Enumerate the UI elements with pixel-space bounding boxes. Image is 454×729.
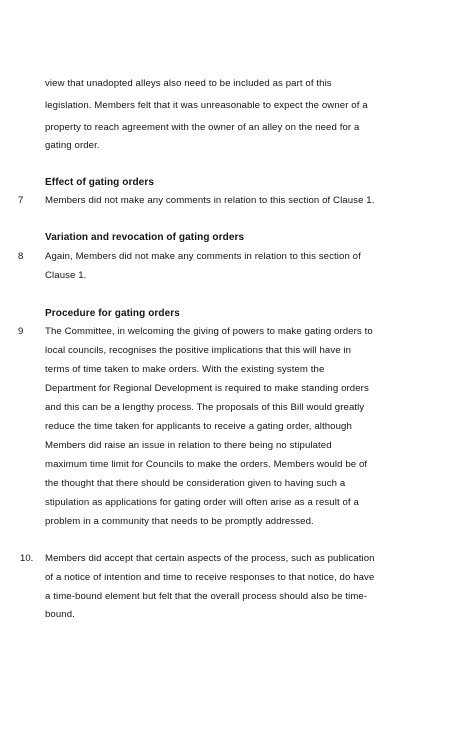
paragraph-10-line-2: of a notice of intention and time to receive responses to that notice, do have <box>45 572 375 583</box>
paragraph-9-line-9: the thought that there should be consideration given to having such a <box>45 478 346 489</box>
paragraph-10-line-1: Members did accept that certain aspects of the process, such as publication <box>45 553 375 564</box>
paragraph-number-7: 7 <box>18 195 24 206</box>
paragraph-9-line-10: stipulation as applications for gating order will often arise as a result of a <box>45 497 359 508</box>
paragraph-number-10: 10. <box>20 553 34 564</box>
paragraph-8-line-2: Clause 1. <box>45 270 87 281</box>
paragraph-9-line-7: Members did raise an issue in relation to there being no stipulated <box>45 440 332 451</box>
paragraph-8-line-1: Again, Members did not make any comments in relation to this section of <box>45 251 361 262</box>
section-heading-procedure: Procedure for gating orders <box>45 308 180 319</box>
paragraph-9-line-2: local councils, recognises the positive implications that this will have in <box>45 345 352 356</box>
continuation-line-4: gating order. <box>45 140 100 151</box>
paragraph-9-line-6: reduce the time taken for applicants to receive a gating order, although <box>45 421 352 432</box>
paragraph-number-8: 8 <box>18 251 24 262</box>
paragraph-9-line-4: Department for Regional Development is required to make standing orders <box>45 383 369 394</box>
paragraph-9-line-5: and this can be a lengthy process. The proposals of this Bill would greatly <box>45 402 365 413</box>
paragraph-9-line-11: problem in a community that needs to be promptly addressed. <box>45 516 314 527</box>
continuation-line-1: view that unadopted alleys also need to be included as part of this <box>45 78 332 89</box>
paragraph-7-line-1: Members did not make any comments in relation to this section of Clause 1. <box>45 195 375 206</box>
continuation-line-3: property to reach agreement with the owner of an alley on the need for a <box>45 122 360 133</box>
paragraph-number-9: 9 <box>18 326 24 337</box>
paragraph-9-line-1: The Committee, in welcoming the giving of powers to make gating orders to <box>45 326 373 337</box>
continuation-line-2: legislation. Members felt that it was unreasonable to expect the owner of a <box>45 100 368 111</box>
section-heading-effect: Effect of gating orders <box>45 177 154 188</box>
section-heading-variation: Variation and revocation of gating orders <box>45 232 245 243</box>
paragraph-9-line-8: maximum time limit for Councils to make the orders. Members would be of <box>45 459 368 470</box>
paragraph-10-line-3: a time-bound element but felt that the overall process should also be time- <box>45 591 368 602</box>
paragraph-10-line-4: bound. <box>45 609 75 620</box>
paragraph-9-line-3: terms of time taken to make orders. With the existing system the <box>45 364 325 375</box>
